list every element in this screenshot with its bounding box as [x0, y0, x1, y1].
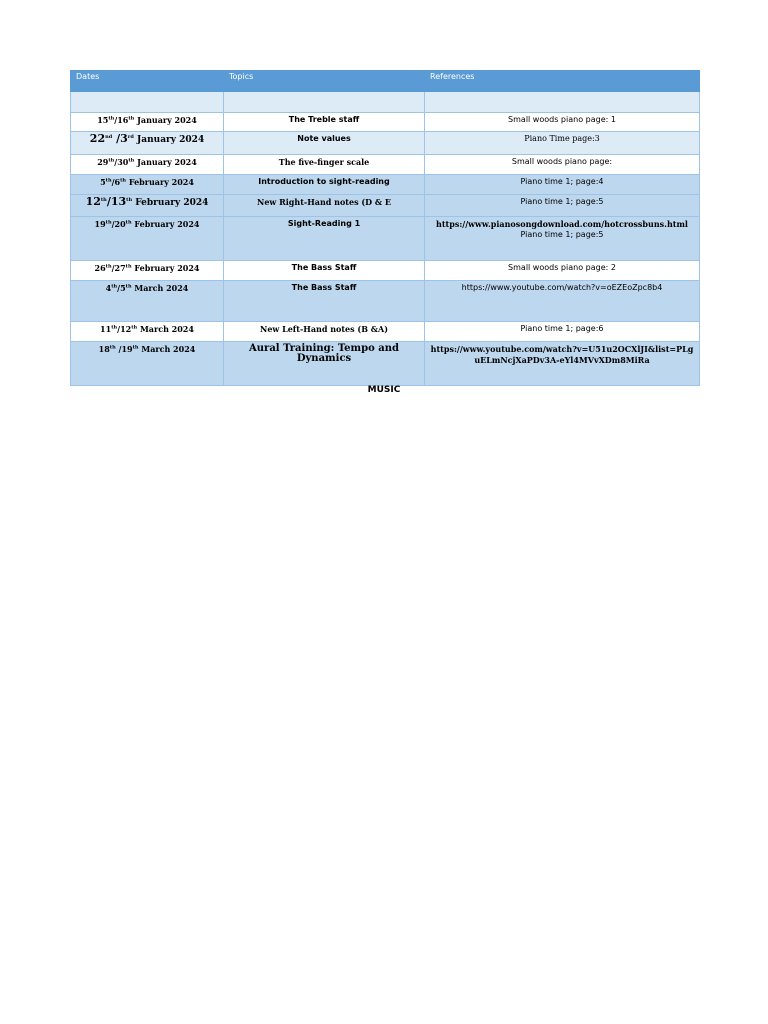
- date-cell: 4th/5th March 2024: [71, 281, 224, 322]
- reference-cell: Piano time 1; page:4: [425, 175, 700, 195]
- table-row: [71, 281, 700, 322]
- reference-link[interactable]: https://www.pianosongdownload.com/hotcrossbuns.html: [436, 219, 688, 229]
- table-row: [71, 132, 700, 155]
- header-topics: Topics: [224, 71, 425, 92]
- reference-cell: Piano Time page:3: [425, 132, 700, 155]
- date-cell: 26th/27th February 2024: [71, 261, 224, 281]
- date-cell: 18th /19th March 2024: [71, 342, 224, 386]
- date-cell: 5th/6th February 2024: [71, 175, 224, 195]
- table-row: [71, 195, 700, 217]
- table-row: [71, 155, 700, 175]
- schedule-table: [70, 70, 700, 386]
- reference-cell: [425, 342, 700, 386]
- date-cell: 11th/12th March 2024: [71, 322, 224, 342]
- topic-cell: The Bass Staff: [224, 261, 425, 281]
- date-cell: 19th/20th February 2024: [71, 217, 224, 261]
- date-cell: 12th/13th February 2024: [71, 195, 224, 217]
- date-cell: 29th/30th January 2024: [71, 155, 224, 175]
- reference-cell: Piano time 1; page:5: [425, 195, 700, 217]
- reference-cell: [425, 281, 700, 322]
- topic-cell: The five-finger scale: [224, 155, 425, 175]
- topic-cell: Introduction to sight-reading: [224, 175, 425, 195]
- table-row-empty: [71, 92, 700, 113]
- date-cell: 15th/16th January 2024: [71, 113, 224, 132]
- topic-cell: Sight-Reading 1: [224, 217, 425, 261]
- topic-cell: New Right-Hand notes (D & E: [224, 195, 425, 217]
- topic-cell: Aural Training: Tempo and Dynamics: [224, 342, 425, 386]
- footer-subject-label: MUSIC: [367, 385, 401, 395]
- reference-cell: [425, 92, 700, 113]
- date-cell: 22nd /3rd January 2024: [71, 132, 224, 155]
- topic-cell: [224, 92, 425, 113]
- table-row: [71, 175, 700, 195]
- reference-link[interactable]: https://www.youtube.com/watch?v=U51u2OCXlJI&list=PLguELmNcjXaPDv3A-eYl4MVvXDm8MiRa: [430, 344, 694, 365]
- reference-cell: Small woods piano page: 2: [425, 261, 700, 281]
- table-row: [71, 261, 700, 281]
- date-cell: [71, 92, 224, 113]
- topic-cell: New Left-Hand notes (B &A): [224, 322, 425, 342]
- table-row: [71, 217, 700, 261]
- reference-cell: Small woods piano page:: [425, 155, 700, 175]
- reference-link[interactable]: https://www.youtube.com/watch?v=oEZEoZpc8b4: [461, 283, 663, 292]
- reference-cell: Small woods piano page: 1: [425, 113, 700, 132]
- header-row: [71, 71, 700, 92]
- table-row: [71, 322, 700, 342]
- reference-cell: Piano time 1; page:6: [425, 322, 700, 342]
- header-dates: Dates: [71, 71, 224, 92]
- table-row: [71, 113, 700, 132]
- topic-cell: The Bass Staff: [224, 281, 425, 322]
- header-references: References: [425, 71, 700, 92]
- reference-cell: https://www.pianosongdownload.com/hotcrossbuns.html Piano time 1; page:5: [425, 217, 700, 261]
- topic-cell: Note values: [224, 132, 425, 155]
- topic-cell: The Treble staff: [224, 113, 425, 132]
- table-row: [71, 342, 700, 386]
